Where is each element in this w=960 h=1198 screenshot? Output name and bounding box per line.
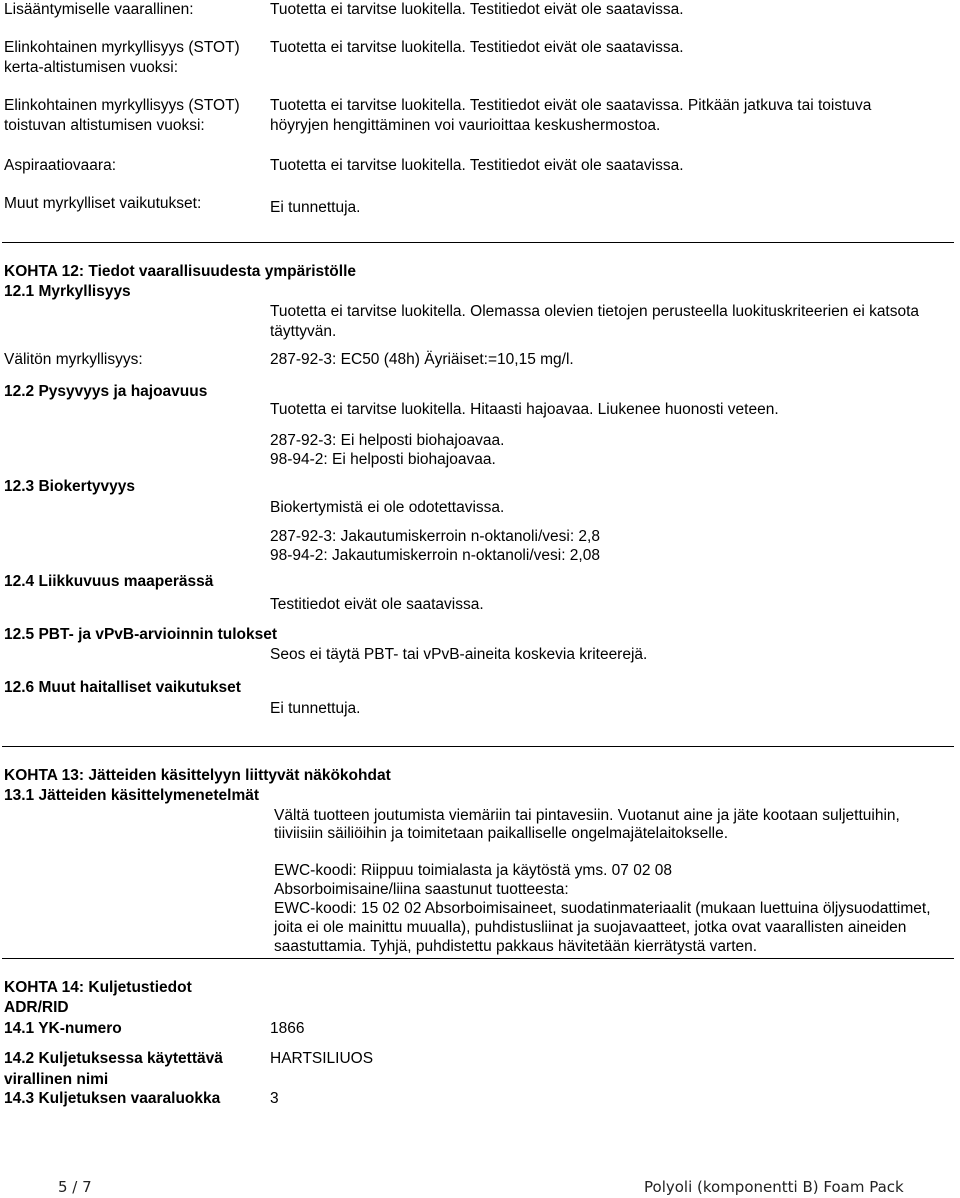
subsection-12-3-line-1: 287-92-3: Jakautumiskerroin n-oktanoli/vesi: 2,8 [270,528,600,545]
subsection-12-3-text: Biokertymistä ei ole odotettavissa. [270,499,505,516]
subsection-13-1-title: 13.1 Jätteiden käsittelymenetelmät [4,787,260,804]
section-divider [2,958,954,959]
stot-single-label-cont: kerta-altistumisen vuoksi: [4,59,179,76]
shipping-name-label: 14.2 Kuljetuksessa käytettävä [4,1050,223,1067]
ewc-line-2: Absorboimisaine/liina saastunut tuotteesta: [274,881,569,898]
stot-repeat-value: Tuotetta ei tarvitse luokitella. Testitiedot eivät ole saatavissa. Pitkään jatkuva tai toistuva [270,97,872,114]
ewc-line-5: saastuttamia. Tyhjä, puhdistettu pakkaus hävitetään kierrätystä varten. [274,938,758,955]
hazard-class-label: 14.3 Kuljetuksen vaaraluokka [4,1090,221,1107]
subsection-12-5-text: Seos ei täytä PBT- tai vPvB-aineita koskevia kriteerejä. [270,646,648,663]
section-14-heading: KOHTA 14: Kuljetustiedot [4,979,192,996]
stot-repeat-label-cont: toistuvan altistumisen vuoksi: [4,117,205,134]
subsection-12-1-text-cont: täyttyvän. [270,323,337,340]
stot-single-label: Elinkohtainen myrkyllisyys (STOT) [4,39,240,56]
subsection-12-2-line-2: 98-94-2: Ei helposti biohajoavaa. [270,451,496,468]
product-name: Polyoli (komponentti B) Foam Pack [644,1178,904,1196]
section-divider [2,242,954,243]
subsection-12-6-title: 12.6 Muut haitalliset vaikutukset [4,679,241,696]
ewc-line-1: EWC-koodi: Riippuu toimialasta ja käytöstä yms. 07 02 08 [274,862,673,879]
ewc-line-3: EWC-koodi: 15 02 02 Absorboimisaineet, suodatinmateriaalit (mukaan luettuina öljysuodattimet, [274,900,931,917]
acute-toxicity-label: Välitön myrkyllisyys: [4,351,143,368]
reproductive-toxicity-value: Tuotetta ei tarvitse luokitella. Testitiedot eivät ole saatavissa. [270,1,684,18]
stot-repeat-value-cont: höyryjen hengittäminen voi vaurioittaa keskushermostoa. [270,117,661,134]
other-effects-label: Muut myrkylliset vaikutukset: [4,195,202,212]
hazard-class-value: 3 [270,1090,279,1107]
subsection-12-3-line-2: 98-94-2: Jakautumiskerroin n-oktanoli/vesi: 2,08 [270,547,600,564]
subsection-12-3-title: 12.3 Biokertyvyys [4,478,135,495]
stot-repeat-label: Elinkohtainen myrkyllisyys (STOT) [4,97,240,114]
aspiration-value: Tuotetta ei tarvitse luokitella. Testitiedot eivät ole saatavissa. [270,157,684,174]
subsection-12-2-title: 12.2 Pysyvyys ja hajoavuus [4,383,208,400]
section-14-sub: ADR/RID [4,999,69,1016]
other-effects-value: Ei tunnettuja. [270,199,361,216]
acute-toxicity-value: 287-92-3: EC50 (48h) Äyriäiset:=10,15 mg/l. [270,351,574,368]
subsection-12-1-title: 12.1 Myrkyllisyys [4,283,131,300]
section-13-heading: KOHTA 13: Jätteiden käsittelyyn liittyvät näkökohdat [4,767,391,784]
ewc-line-4: joita ei ole mainittu muualla), puhdistusliinat ja suojavaatteet, jotka ovat vaarallisten aineiden [274,919,907,936]
subsection-12-2-line-1: 287-92-3: Ei helposti biohajoavaa. [270,432,505,449]
shipping-name-label-cont: virallinen nimi [4,1071,109,1088]
subsection-12-4-title: 12.4 Liikkuvuus maaperässä [4,573,214,590]
waste-text-cont: tiiviisiin säiliöihin ja toimitetaan paikalliselle ongelmajätelaitokselle. [274,825,729,842]
subsection-12-1-text: Tuotetta ei tarvitse luokitella. Olemassa olevien tietojen perusteella luokituskriteerien ei katsota [270,303,920,320]
subsection-12-4-text: Testitiedot eivät ole saatavissa. [270,596,484,613]
waste-text: Vältä tuotteen joutumista viemäriin tai pintavesiin. Vuotanut aine ja jäte kootaan suljettuihin, [274,807,900,824]
subsection-12-2-text: Tuotetta ei tarvitse luokitella. Hitaasti hajoavaa. Liukenee huonosti veteen. [270,401,779,418]
page-number: 5 / 7 [58,1178,92,1196]
un-number-label: 14.1 YK-numero [4,1020,122,1037]
un-number-value: 1866 [270,1020,305,1037]
subsection-12-6-text: Ei tunnettuja. [270,700,361,717]
aspiration-label: Aspiraatiovaara: [4,157,117,174]
shipping-name-value: HARTSILIUOS [270,1050,374,1067]
section-divider [2,746,954,747]
section-12-heading: KOHTA 12: Tiedot vaarallisuudesta ympäristölle [4,263,357,280]
stot-single-value: Tuotetta ei tarvitse luokitella. Testitiedot eivät ole saatavissa. [270,39,684,56]
subsection-12-5-title: 12.5 PBT- ja vPvB-arvioinnin tulokset [4,626,278,643]
reproductive-toxicity-label: Lisääntymiselle vaarallinen: [4,1,194,18]
